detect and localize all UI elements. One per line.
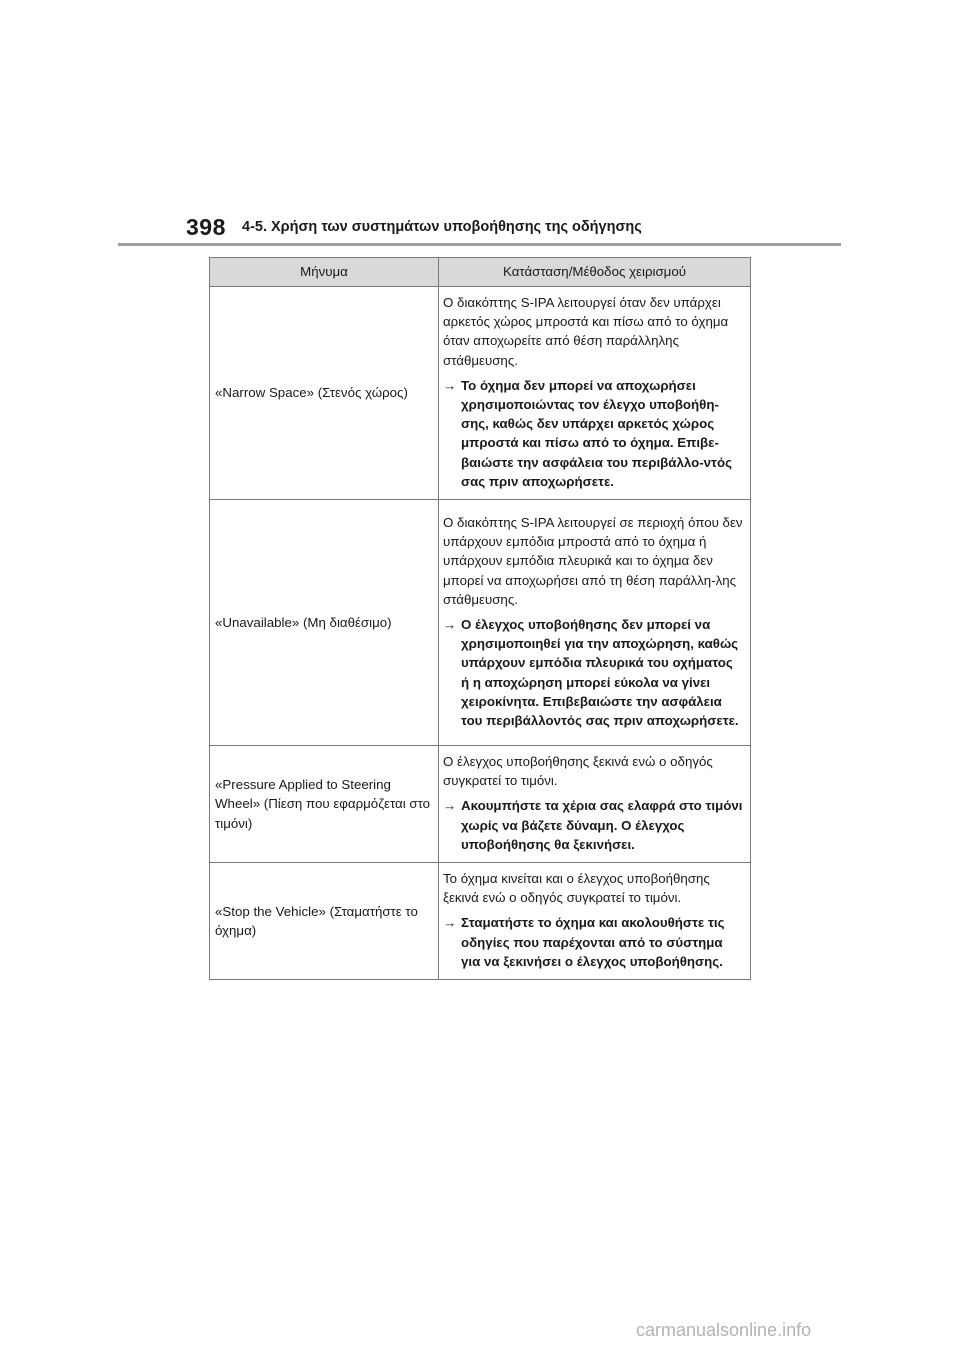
page-number: 398 bbox=[186, 214, 226, 240]
action-item bbox=[443, 913, 744, 971]
section-title: 4-5. Χρήση των συστημάτων υποβοήθησης της οδήγησης bbox=[242, 219, 642, 235]
description-cell bbox=[439, 863, 751, 980]
action-text: Ακουμπήστε τα χέρια σας ελαφρά στο τιμόνι χωρίς να βάζετε δύναμη. Ο έλεγχος υποβοήθησης θα ξεκινήσει. bbox=[461, 798, 743, 852]
message-cell: «Stop the Vehicle» (Σταματήστε το όχημα) bbox=[210, 863, 439, 980]
table-row bbox=[210, 500, 751, 746]
table-header-row bbox=[210, 258, 751, 287]
message-cell: «Narrow Space» (Στενός χώρος) bbox=[210, 287, 439, 500]
column-header-message: Μήνυμα bbox=[210, 258, 439, 287]
arrow-icon: → bbox=[443, 915, 457, 931]
action-text: Ο έλεγχος υποβοήθησης δεν μπορεί να χρησιμοποιηθεί για την αποχώρηση, καθώς υπάρχουν εμπόδια πλευρικά του οχήματος ή η αποχώρηση μπορεί εύκολα να γίνει χειροκίνητα. Επιβεβαιώστε την ασφάλεια του περιβάλλοντός σας πριν αποχωρήσετε. bbox=[461, 616, 739, 728]
description-cell bbox=[439, 500, 751, 746]
action-text: Το όχημα δεν μπορεί να αποχωρήσει χρησιμοποιώντας τον έλεγχο υποβοήθη-σης, καθώς δεν υπάρχει αρκετός χώρος μπροστά και πίσω από το όχημα. Επιβε-βαιώστε την ασφάλεια του περιβάλλο-ντός σας πριν αποχωρήσετε. bbox=[461, 377, 732, 489]
action-text: Σταματήστε το όχημα και ακολουθήστε τις οδηγίες που παρέχονται από το σύστημα για να ξεκινήσει ο έλεγχος υποβοήθησης. bbox=[461, 915, 725, 969]
table-row bbox=[210, 863, 751, 980]
action-item bbox=[443, 615, 744, 730]
description-text: Ο διακόπτης S-IPA λειτουργεί σε περιοχή όπου δεν υπάρχουν εμπόδια μπροστά από το όχημα ή υπάρχουν εμπόδια πλευρικά και το όχημα δεν μπορεί να αποχωρήσει από τη θέση παράλλη-λης στάθμευσης. bbox=[443, 514, 743, 607]
message-cell: «Unavailable» (Μη διαθέσιμο) bbox=[210, 500, 439, 746]
arrow-icon: → bbox=[443, 377, 457, 393]
table-row bbox=[210, 746, 751, 863]
table-row bbox=[210, 287, 751, 500]
message-cell: «Pressure Applied to Steering Wheel» (Πίεση που εφαρμόζεται στο τιμόνι) bbox=[210, 746, 439, 863]
arrow-icon: → bbox=[443, 616, 457, 632]
action-item bbox=[443, 796, 744, 854]
footer-watermark: carmanualsonline.info bbox=[636, 1320, 812, 1340]
description-text: Ο διακόπτης S-IPA λειτουργεί όταν δεν υπάρχει αρκετός χώρος μπροστά και πίσω από το όχημα όταν αποχωρείτε από θέση παράλληλης στάθμευσης. bbox=[443, 295, 729, 368]
message-table bbox=[209, 257, 751, 980]
description-cell bbox=[439, 287, 751, 500]
header-rule bbox=[118, 243, 841, 246]
action-item bbox=[443, 376, 744, 491]
description-cell bbox=[439, 746, 751, 863]
arrow-icon: → bbox=[443, 798, 457, 814]
description-text: Το όχημα κινείται και ο έλεγχος υποβοήθησης ξεκινά ενώ ο οδηγός συγκρατεί το τιμόνι. bbox=[443, 871, 710, 906]
description-text: Ο έλεγχος υποβοήθησης ξεκινά ενώ ο οδηγός συγκρατεί το τιμόνι. bbox=[443, 754, 713, 789]
column-header-condition: Κατάσταση/Μέθοδος χειρισμού bbox=[439, 258, 751, 287]
